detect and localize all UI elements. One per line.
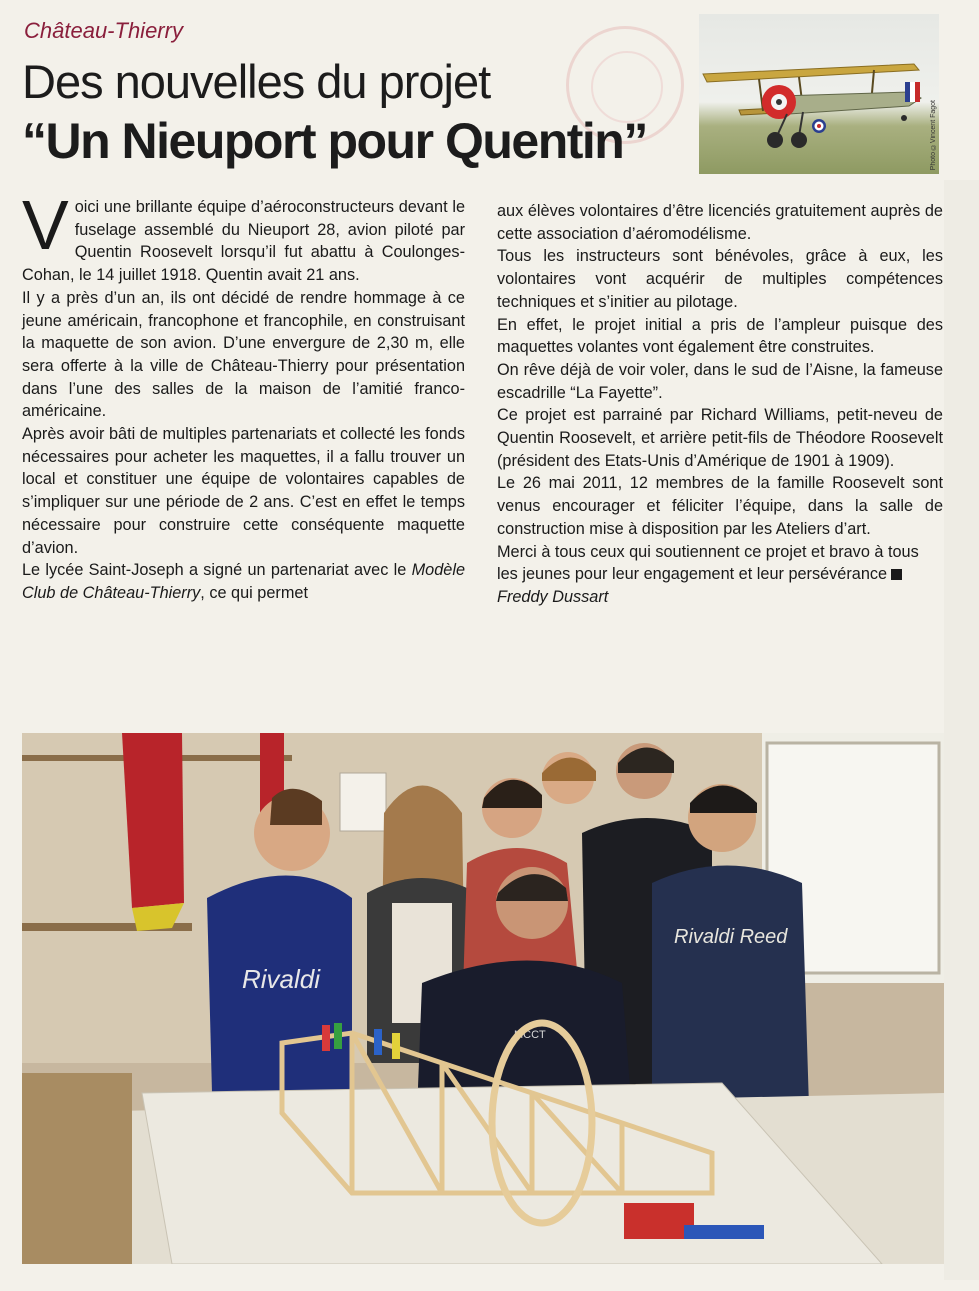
article-column-left — [22, 186, 465, 605]
headline-line-1: Des nouvelles du projet — [22, 55, 491, 108]
nieuport-photo — [699, 14, 939, 174]
paragraph: On rêve déjà de voir voler, dans le sud de l’Aisne, la fameuse escadrille “La Fayette”. — [497, 360, 943, 402]
club-name: Modèle Club de Château-Thierry — [22, 561, 465, 602]
paragraph-text: , ce qui permet — [200, 583, 308, 602]
section-kicker: Château-Thierry — [24, 18, 183, 43]
paragraph — [22, 186, 465, 287]
paragraph: Ce projet est parrainé par Richard Williams, petit-neveu de Quentin Roosevelt, et arrière petit-fils de Théodore Roosevelt (président des Etats-Unis d’Amérique de 1901 à 1909). — [497, 406, 943, 470]
paragraph: En effet, le projet initial a pris de l’ampleur puisque des maquettes volantes vont également être construites. — [497, 315, 943, 357]
paragraph: Après avoir bâti de multiples partenariats et collecté les fonds nécessaires pour acheter les maquettes, il a fallu trouver un local et constituer une équipe de volontaires capables de s’impliquer sur une période de 2 ans. C’est en effet le temps nécessaire pour construire cette conséquente maquette d’avion. — [22, 425, 465, 557]
article-column-right — [497, 200, 943, 609]
adjacent-column-edge — [944, 180, 979, 1280]
paragraph: Tous les instructeurs sont bénévoles, grâce à eux, les volontaires vont acquérir de multiples compétences techniques et s’initier au pilotage. — [497, 247, 943, 311]
shirt-print: MCCT — [514, 1029, 546, 1041]
nieuport-illustration — [699, 14, 939, 174]
team-photo-illustration — [22, 733, 944, 1264]
headline-line-2: “Un Nieuport pour Quentin” — [22, 113, 647, 169]
paragraph-text: oici une brillante équipe d’aéroconstructeurs devant le fuselage assemblé du Nieuport 28, avion piloté par Quentin Roosevelt lorsqu’il fut abattu à Coulonges-Cohan, le 14 juillet 1918. Quentin avait 21 ans. — [22, 198, 465, 285]
author-signature: Freddy Dussart — [497, 587, 609, 606]
dropcap: V — [22, 186, 69, 264]
photo-credit: Photo ©Vincent Fagot — [930, 99, 937, 170]
paragraph — [22, 559, 465, 604]
paragraph-text: Le lycée Saint-Joseph a signé un partenariat avec le — [22, 561, 412, 580]
closing-text: Merci à tous ceux qui soutiennent ce projet et bravo à tous les jeunes pour leur engagement et leur persévérance — [497, 542, 919, 584]
shirt-print: Rivaldi Reed — [674, 926, 788, 948]
paragraph — [497, 541, 943, 609]
paragraph: Le 26 mai 2011, 12 membres de la famille Roosevelt sont venus encourager et féliciter l’équipe, dans la salle de construction mise à disposition par les Ateliers d’art. — [497, 474, 943, 538]
end-mark-icon — [891, 569, 902, 580]
shirt-print: Rivaldi — [242, 964, 321, 994]
paragraph: aux élèves volontaires d’être licenciés gratuitement auprès de cette association d’aéromodélisme. — [497, 202, 943, 243]
paragraph: Il y a près d’un an, ils ont décidé de rendre hommage à ce jeune américain, francophone et francophile, en construisant la maquette de son avion. D’une envergure de 2,30 m, elle sera offerte à la ville de Château-Thierry pour présentation dans l’une des salles de la maison de l’amitié franco-américaine. — [22, 288, 465, 421]
team-photo — [22, 733, 944, 1264]
